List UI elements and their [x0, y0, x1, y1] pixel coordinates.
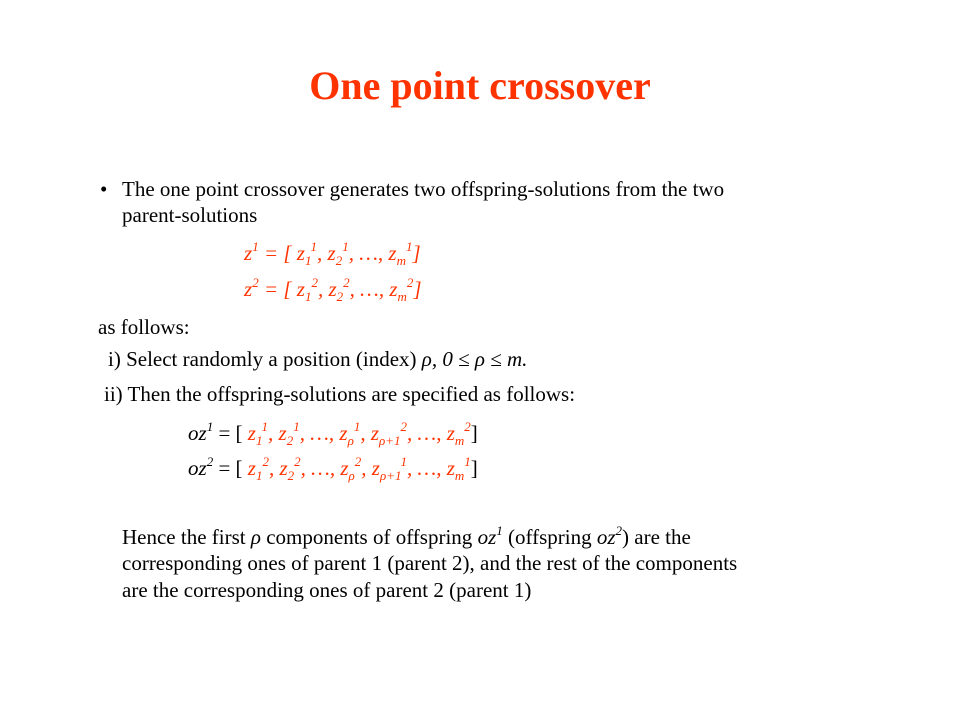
z1-component-m: z	[388, 241, 397, 265]
conclusion-rho: ρ	[250, 525, 261, 549]
conclusion-line-2: corresponding ones of parent 1 (parent 2), and the rest of the components	[122, 551, 738, 575]
z1-equals: = [	[258, 241, 297, 265]
oz1-close-bracket: ]	[470, 421, 478, 445]
oz2-separator-1: ,	[268, 456, 280, 480]
offspring-formula-oz2	[188, 455, 478, 481]
conclusion-line-1	[122, 524, 691, 550]
conclusion-oz2: oz	[596, 525, 616, 549]
conclusion-text-2: components of offspring	[260, 525, 478, 549]
parent-formula-z2	[244, 276, 422, 302]
oz2-component-m: z	[446, 456, 455, 480]
oz2-component-2-sub: 2	[287, 468, 295, 483]
oz2-separator-4: , …,	[407, 456, 447, 480]
oz1-separator-4: , …,	[407, 421, 447, 445]
z2-component-1-sub: 1	[304, 289, 312, 304]
z1-superscript: 1	[252, 239, 259, 254]
oz2-component-2-sup: 2	[294, 454, 301, 469]
conclusion-oz1-sup: 1	[496, 523, 503, 538]
z1-component-1-sup: 1	[310, 239, 318, 254]
z1-separator-1: ,	[317, 241, 328, 265]
oz1-component-rho-plus-1-sub: ρ+1	[379, 433, 401, 448]
z2-component-2: z	[328, 277, 337, 301]
oz2-component-1-sup: 2	[262, 454, 269, 469]
z1-component-2: z	[327, 241, 336, 265]
oz1-component-rho-sup: 1	[353, 419, 361, 434]
z2-separator-2: , …,	[349, 277, 390, 301]
z2-superscript: 2	[252, 275, 259, 290]
z2-component-m-sub: m	[397, 289, 407, 304]
as-follows-text: as follows:	[98, 315, 190, 339]
z2-symbol: z	[244, 277, 253, 301]
oz1-component-2: z	[278, 421, 287, 445]
oz1-separator-3: ,	[360, 421, 371, 445]
conclusion-oz2-sup: 2	[615, 523, 623, 538]
step-2-text: ii) Then the offspring-solutions are specified as follows:	[104, 382, 576, 406]
parent-formula-z1	[244, 240, 421, 266]
oz1-component-2-sub: 2	[286, 433, 294, 448]
conclusion-line-3: are the corresponding ones of parent 2 (parent 1)	[122, 578, 532, 602]
oz1-separator-1: ,	[268, 421, 279, 445]
oz2-component-1-sub: 1	[255, 468, 263, 483]
bullet-point: •	[100, 177, 108, 201]
oz1-component-2-sup: 1	[293, 419, 300, 434]
oz1-equals: = [	[213, 421, 248, 445]
z1-symbol: z	[244, 241, 253, 265]
z2-close-bracket: ]	[413, 277, 422, 301]
z1-component-1: z	[296, 241, 305, 265]
z1-component-m-sup: 1	[405, 239, 413, 254]
oz2-component-rho-sup: 2	[354, 454, 362, 469]
z2-component-1: z	[296, 277, 305, 301]
z2-component-m: z	[389, 277, 398, 301]
oz2-separator-3: ,	[361, 456, 372, 480]
oz2-component-rho: z	[340, 456, 349, 480]
z2-component-2-sub: 2	[336, 289, 344, 304]
z1-component-m-sub: m	[396, 253, 406, 268]
conclusion-text-1: Hence the first	[122, 525, 251, 549]
z1-close-bracket: ]	[412, 241, 421, 265]
oz1-component-1-sup: 1	[261, 419, 269, 434]
z1-component-2-sup: 1	[342, 239, 349, 254]
oz2-component-rho-sub: ρ	[348, 468, 355, 483]
step-1-math: ρ, 0 ≤ ρ ≤ m.	[421, 347, 528, 371]
oz2-component-rho-plus-1: z	[371, 456, 380, 480]
oz1-component-rho-plus-1-sup: 2	[400, 419, 408, 434]
z1-component-1-sub: 1	[304, 253, 311, 268]
slide-title: One point crossover	[309, 63, 651, 108]
step-1-prefix: i) Select randomly a position (index)	[108, 347, 422, 371]
oz1-component-rho-plus-1: z	[370, 421, 380, 445]
oz1-symbol: oz	[188, 421, 207, 445]
oz2-component-1: z	[247, 456, 256, 480]
z2-separator-1: ,	[317, 277, 329, 301]
z2-component-m-sup: 2	[406, 275, 414, 290]
intro-line-1: The one point crossover generates two offspring-solutions from the two	[122, 177, 725, 201]
z2-component-1-sup: 2	[311, 275, 318, 290]
oz1-component-m-sup: 2	[464, 419, 471, 434]
oz2-component-rho-plus-1-sub: ρ+1	[379, 468, 401, 483]
step-1-text	[108, 346, 527, 372]
oz1-component-m: z	[446, 421, 455, 445]
oz2-component-m-sub: m	[454, 468, 465, 483]
oz1-component-rho-sub: ρ	[347, 433, 354, 448]
conclusion-oz1: oz	[477, 525, 497, 549]
z1-component-2-sub: 2	[335, 253, 343, 268]
z1-separator-2: , …,	[348, 241, 389, 265]
oz1-separator-2: , …,	[299, 421, 340, 445]
oz2-close-bracket: ]	[470, 456, 478, 480]
oz2-separator-2: , …,	[300, 456, 341, 480]
oz1-component-1-sub: 1	[255, 433, 262, 448]
conclusion-text-4: ) are the	[622, 525, 691, 549]
offspring-formula-oz1	[188, 420, 478, 446]
oz2-superscript: 2	[206, 454, 214, 469]
oz2-equals: = [	[213, 456, 248, 480]
oz2-component-rho-plus-1-sup: 1	[400, 454, 408, 469]
intro-line-2: parent-solutions	[122, 203, 258, 227]
oz1-component-m-sub: m	[454, 433, 465, 448]
oz1-component-1: z	[247, 421, 256, 445]
oz2-component-m-sup: 1	[464, 454, 471, 469]
z2-equals: = [	[258, 277, 297, 301]
oz2-component-2: z	[279, 456, 288, 480]
oz1-component-rho: z	[339, 421, 348, 445]
oz1-superscript: 1	[206, 419, 214, 434]
conclusion-text-3: (offspring	[502, 525, 597, 549]
z2-component-2-sup: 2	[343, 275, 350, 290]
oz2-symbol: oz	[188, 456, 207, 480]
